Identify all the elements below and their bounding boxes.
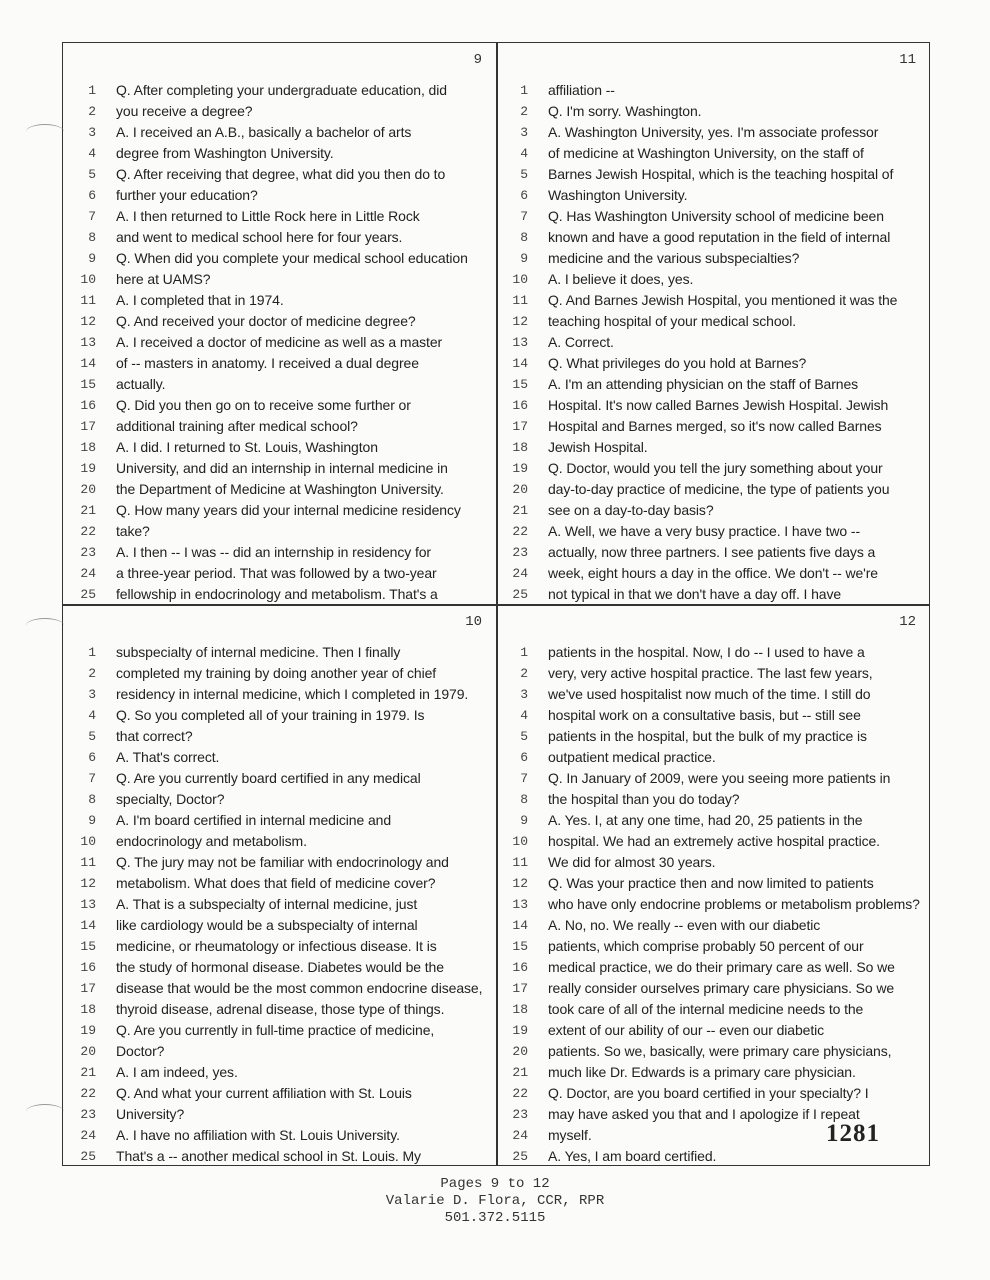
line-text: degree from Washington University. <box>116 145 334 161</box>
line-number: 12 <box>512 314 528 329</box>
transcript-page-11 <box>500 44 928 602</box>
line-text: Barnes Jewish Hospital, which is the teaching hospital of <box>548 166 894 182</box>
line-number: 7 <box>88 771 96 786</box>
line-number: 9 <box>520 813 528 828</box>
line-text: Q. I'm sorry. Washington. <box>548 103 702 119</box>
line-number: 16 <box>512 398 528 413</box>
line-number: 8 <box>88 792 96 807</box>
line-text: Q. Did you then go on to receive some further or <box>116 397 411 413</box>
line-text: Hospital and Barnes merged, so it's now called Barnes <box>548 418 882 434</box>
line-text: hospital work on a consultative basis, but -- still see <box>548 707 861 723</box>
line-number: 10 <box>512 272 528 287</box>
page-number: 12 <box>899 614 916 630</box>
line-text: and went to medical school here for four years. <box>116 229 403 245</box>
transcript-page-12 <box>500 606 928 1164</box>
line-number: 1 <box>88 645 96 660</box>
line-text: known and have a good reputation in the field of internal <box>548 229 891 245</box>
line-text: Q. So you completed all of your training in 1979. Is <box>116 707 425 723</box>
line-number: 12 <box>512 876 528 891</box>
line-number: 17 <box>80 981 96 996</box>
line-number: 8 <box>88 230 96 245</box>
line-number: 25 <box>80 1149 96 1164</box>
line-number: 12 <box>80 876 96 891</box>
line-number: 4 <box>88 146 96 161</box>
line-number: 8 <box>520 792 528 807</box>
line-number: 17 <box>80 419 96 434</box>
line-number: 17 <box>512 981 528 996</box>
line-text: A. Yes, I am board certified. <box>548 1148 717 1164</box>
line-number: 3 <box>88 125 96 140</box>
line-text: disease that would be the most common endocrine disease, <box>116 980 483 996</box>
line-text: A. I then returned to Little Rock here in Little Rock <box>116 208 420 224</box>
line-number: 25 <box>512 1149 528 1164</box>
line-text: We did for almost 30 years. <box>548 854 716 870</box>
line-number: 21 <box>80 1065 96 1080</box>
line-text: endocrinology and metabolism. <box>116 833 307 849</box>
line-text: Q. And what your current affiliation with St. Louis <box>116 1085 412 1101</box>
line-text: Hospital. It's now called Barnes Jewish Hospital. Jewish <box>548 397 889 413</box>
line-number: 24 <box>80 566 96 581</box>
line-number: 18 <box>512 1002 528 1017</box>
line-text: A. I completed that in 1974. <box>116 292 284 308</box>
line-number: 20 <box>80 1044 96 1059</box>
bates-stamp: 1281 <box>826 1120 880 1147</box>
line-text: Q. The jury may not be familiar with endocrinology and <box>116 854 449 870</box>
transcript-page-10 <box>68 606 494 1164</box>
line-number: 25 <box>512 587 528 602</box>
line-number: 22 <box>512 1086 528 1101</box>
line-text: here at UAMS? <box>116 271 211 287</box>
line-number: 2 <box>520 666 528 681</box>
line-text: additional training after medical school? <box>116 418 358 434</box>
line-text: A. I received a doctor of medicine as well as a master <box>116 334 443 350</box>
line-number: 11 <box>512 855 528 870</box>
line-text: medicine, or rheumatology or infectious disease. It is <box>116 938 437 954</box>
line-number: 24 <box>512 1128 528 1143</box>
line-number: 19 <box>80 461 96 476</box>
line-number: 10 <box>512 834 528 849</box>
line-text: A. I then -- I was -- did an internship in residency for <box>116 544 431 560</box>
line-text: Q. Was your practice then and now limited to patients <box>548 875 874 891</box>
line-number: 5 <box>88 167 96 182</box>
line-number: 7 <box>520 209 528 224</box>
line-number: 10 <box>80 834 96 849</box>
page-number: 11 <box>899 52 916 68</box>
line-number: 22 <box>80 524 96 539</box>
line-number: 19 <box>512 1023 528 1038</box>
line-number: 14 <box>512 356 528 371</box>
line-number: 13 <box>512 897 528 912</box>
line-number: 16 <box>80 960 96 975</box>
line-number: 21 <box>80 503 96 518</box>
line-number: 4 <box>520 146 528 161</box>
line-text: very, very active hospital practice. The last few years, <box>548 665 873 681</box>
line-number: 5 <box>520 729 528 744</box>
line-number: 13 <box>80 897 96 912</box>
line-text: Q. When did you complete your medical school education <box>116 250 468 266</box>
line-number: 8 <box>520 230 528 245</box>
line-number: 15 <box>80 377 96 392</box>
line-text: the hospital than you do today? <box>548 791 740 807</box>
line-text: Q. Has Washington University school of medicine been <box>548 208 884 224</box>
footer-phone: 501.372.5115 <box>444 1210 546 1226</box>
line-text: subspecialty of internal medicine. Then I finally <box>116 644 401 660</box>
line-number: 6 <box>88 750 96 765</box>
line-number: 9 <box>520 251 528 266</box>
line-number: 22 <box>80 1086 96 1101</box>
line-text: A. No, no. We really -- even with our diabetic <box>548 917 821 933</box>
line-text: University? <box>116 1106 185 1122</box>
line-text: completed my training by doing another year of chief <box>116 665 437 681</box>
line-text: we've used hospitalist now much of the time. I still do <box>548 686 871 702</box>
line-number: 23 <box>512 545 528 560</box>
line-number: 23 <box>80 1107 96 1122</box>
line-number: 20 <box>80 482 96 497</box>
line-number: 10 <box>80 272 96 287</box>
line-text: Doctor? <box>116 1043 165 1059</box>
line-number: 15 <box>512 377 528 392</box>
line-text: Q. And received your doctor of medicine degree? <box>116 313 416 329</box>
line-text: A. I am indeed, yes. <box>116 1064 238 1080</box>
line-text: Q. After completing your undergraduate education, did <box>116 82 447 98</box>
line-number: 15 <box>80 939 96 954</box>
line-text: residency in internal medicine, which I completed in 1979. <box>116 686 469 702</box>
line-number: 19 <box>80 1023 96 1038</box>
line-number: 16 <box>512 960 528 975</box>
line-text: A. I received an A.B., basically a bachelor of arts <box>116 124 412 140</box>
line-number: 23 <box>80 545 96 560</box>
line-text: a three-year period. That was followed by a two-year <box>116 565 437 581</box>
line-text: patients in the hospital, but the bulk of my practice is <box>548 728 867 744</box>
line-number: 20 <box>512 1044 528 1059</box>
line-number: 7 <box>88 209 96 224</box>
line-number: 14 <box>80 918 96 933</box>
line-number: 5 <box>88 729 96 744</box>
line-text: who have only endocrine problems or metabolism problems? <box>548 896 920 912</box>
line-text: A. I'm an attending physician on the staff of Barnes <box>548 376 859 392</box>
line-text: A. That is a subspecialty of internal medicine, just <box>116 896 418 912</box>
line-text: thyroid disease, adrenal disease, those type of things. <box>116 1001 445 1017</box>
line-text: That's a -- another medical school in St. Louis. My <box>116 1148 421 1164</box>
line-text: of -- masters in anatomy. I received a dual degree <box>116 355 419 371</box>
line-text: Q. And Barnes Jewish Hospital, you mentioned it was the <box>548 292 898 308</box>
line-number: 3 <box>520 125 528 140</box>
line-text: further your education? <box>116 187 258 203</box>
punch-hole-mark <box>26 1104 64 1119</box>
line-text: affiliation -- <box>548 82 615 98</box>
line-number: 21 <box>512 1065 528 1080</box>
line-number: 1 <box>520 83 528 98</box>
line-text: day-to-day practice of medicine, the type of patients you <box>548 481 890 497</box>
line-number: 4 <box>520 708 528 723</box>
line-number: 1 <box>520 645 528 660</box>
line-number: 4 <box>88 708 96 723</box>
line-text: A. Washington University, yes. I'm associate professor <box>548 124 879 140</box>
line-number: 1 <box>88 83 96 98</box>
line-number: 18 <box>80 1002 96 1017</box>
line-number: 9 <box>88 251 96 266</box>
footer-pages: Pages 9 to 12 <box>440 1176 550 1192</box>
line-text: medicine and the various subspecialties? <box>548 250 800 266</box>
footer-reporter: Valarie D. Flora, CCR, RPR <box>385 1193 605 1209</box>
line-text: Q. Doctor, would you tell the jury something about your <box>548 460 883 476</box>
line-text: myself. <box>548 1127 592 1143</box>
line-number: 14 <box>80 356 96 371</box>
line-text: Q. How many years did your internal medicine residency <box>116 502 461 518</box>
line-number: 3 <box>520 687 528 702</box>
page-number: 9 <box>473 52 482 68</box>
punch-hole-mark <box>26 618 64 633</box>
line-number: 24 <box>512 566 528 581</box>
line-number: 25 <box>80 587 96 602</box>
line-text: University, and did an internship in internal medicine in <box>116 460 448 476</box>
line-text: A. Correct. <box>548 334 614 350</box>
line-text: A. I believe it does, yes. <box>548 271 694 287</box>
line-text: Q. Are you currently in full-time practice of medicine, <box>116 1022 435 1038</box>
line-number: 17 <box>512 419 528 434</box>
line-text: actually, now three partners. I see patients five days a <box>548 544 876 560</box>
line-number: 3 <box>88 687 96 702</box>
line-number: 18 <box>512 440 528 455</box>
page-number: 10 <box>465 614 482 630</box>
line-number: 11 <box>80 293 96 308</box>
line-text: Jewish Hospital. <box>548 439 648 455</box>
line-text: Washington University. <box>548 187 688 203</box>
line-number: 2 <box>88 666 96 681</box>
transcript-footer <box>0 1176 990 1227</box>
line-text: extent of our ability of our -- even our diabetic <box>548 1022 825 1038</box>
line-text: patients in the hospital. Now, I do -- I used to have a <box>548 644 865 660</box>
line-text: not typical in that we don't have a day off. I have <box>548 586 842 602</box>
line-number: 22 <box>512 524 528 539</box>
line-number: 7 <box>520 771 528 786</box>
line-text: Q. Doctor, are you board certified in your specialty? I <box>548 1085 869 1101</box>
line-number: 9 <box>88 813 96 828</box>
line-number: 6 <box>88 188 96 203</box>
line-number: 16 <box>80 398 96 413</box>
line-number: 18 <box>80 440 96 455</box>
line-text: took care of all of the internal medicine needs to the <box>548 1001 864 1017</box>
line-text: actually. <box>116 376 166 392</box>
line-text: fellowship in endocrinology and metabolism. That's a <box>116 586 438 602</box>
line-text: Q. In January of 2009, were you seeing more patients in <box>548 770 891 786</box>
line-number: 11 <box>80 855 96 870</box>
line-text: the Department of Medicine at Washington University. <box>116 481 444 497</box>
line-text: the study of hormonal disease. Diabetes would be the <box>116 959 444 975</box>
line-text: that correct? <box>116 728 193 744</box>
line-text: A. I'm board certified in internal medicine and <box>116 812 392 828</box>
transcript-page-9 <box>68 44 494 602</box>
line-text: medical practice, we do their primary care as well. So we <box>548 959 895 975</box>
line-number: 15 <box>512 939 528 954</box>
line-number: 21 <box>512 503 528 518</box>
line-number: 20 <box>512 482 528 497</box>
line-text: patients, which comprise probably 50 percent of our <box>548 938 864 954</box>
line-text: much like Dr. Edwards is a primary care physician. <box>548 1064 856 1080</box>
line-number: 2 <box>88 104 96 119</box>
line-text: may have asked you that and I apologize if I repeat <box>548 1106 860 1122</box>
line-text: really consider ourselves primary care physicians. So we <box>548 980 895 996</box>
line-text: outpatient medical practice. <box>548 749 716 765</box>
line-number: 5 <box>520 167 528 182</box>
line-number: 2 <box>520 104 528 119</box>
line-number: 13 <box>512 335 528 350</box>
line-text: A. Yes. I, at any one time, had 20, 25 patients in the <box>548 812 863 828</box>
line-text: you receive a degree? <box>116 103 253 119</box>
line-number: 23 <box>512 1107 528 1122</box>
line-text: week, eight hours a day in the office. We don't -- we're <box>548 565 878 581</box>
line-text: A. I have no affiliation with St. Louis University. <box>116 1127 400 1143</box>
line-text: teaching hospital of your medical school. <box>548 313 797 329</box>
line-text: A. That's correct. <box>116 749 220 765</box>
line-number: 6 <box>520 750 528 765</box>
line-number: 24 <box>80 1128 96 1143</box>
line-number: 19 <box>512 461 528 476</box>
line-text: patients. So we, basically, were primary care physicians, <box>548 1043 892 1059</box>
line-text: take? <box>116 523 150 539</box>
line-text: specialty, Doctor? <box>116 791 225 807</box>
line-text: A. Well, we have a very busy practice. I have two -- <box>548 523 861 539</box>
line-text: Q. What privileges do you hold at Barnes? <box>548 355 807 371</box>
line-text: of medicine at Washington University, on the staff of <box>548 145 864 161</box>
line-number: 12 <box>80 314 96 329</box>
line-text: like cardiology would be a subspecialty of internal <box>116 917 418 933</box>
line-text: A. I did. I returned to St. Louis, Washington <box>116 439 378 455</box>
line-text: Q. Are you currently board certified in any medical <box>116 770 421 786</box>
punch-hole-mark <box>26 124 64 139</box>
line-text: metabolism. What does that field of medicine cover? <box>116 875 436 891</box>
line-text: hospital. We had an extremely active hospital practice. <box>548 833 880 849</box>
line-number: 14 <box>512 918 528 933</box>
line-number: 6 <box>520 188 528 203</box>
line-number: 11 <box>512 293 528 308</box>
line-text: Q. After receiving that degree, what did you then do to <box>116 166 446 182</box>
line-text: see on a day-to-day basis? <box>548 502 714 518</box>
line-number: 13 <box>80 335 96 350</box>
